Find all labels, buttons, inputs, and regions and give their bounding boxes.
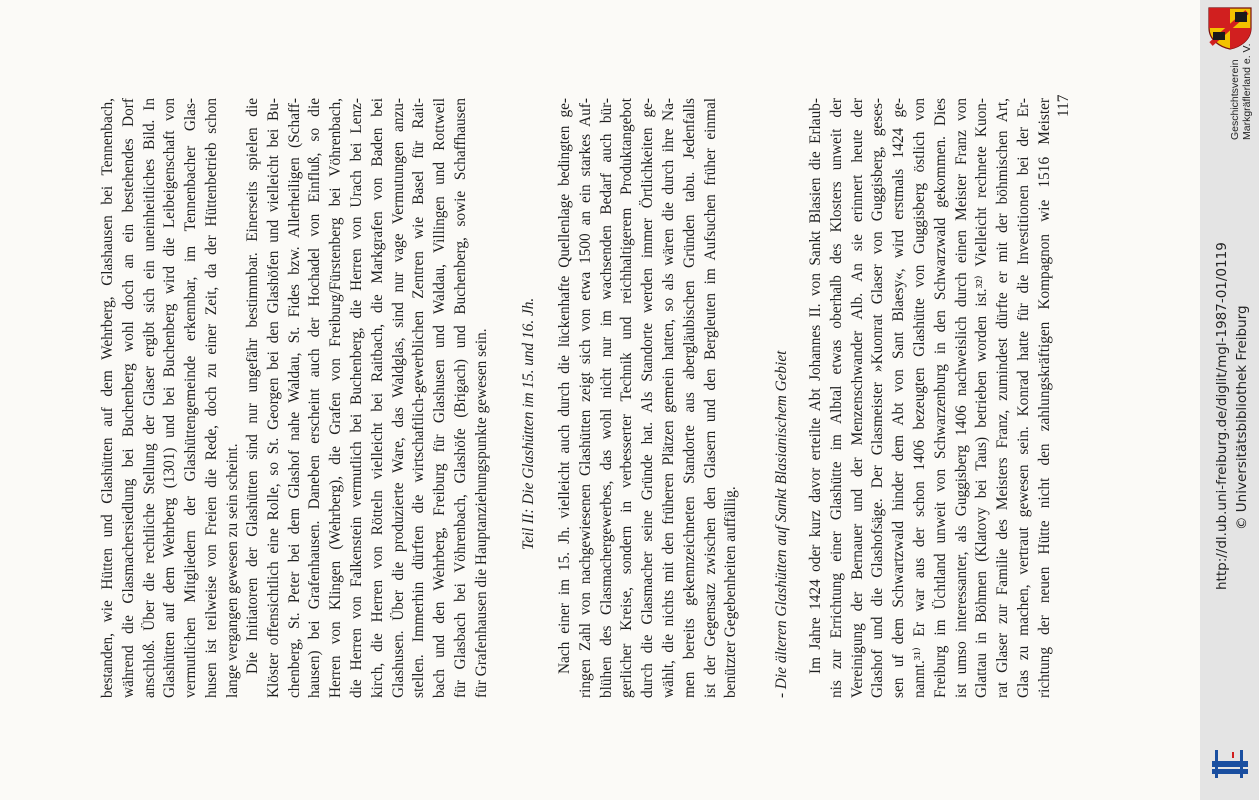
text-line: wählt, die nichts mit den früheren Plätzen gemein hatten, so als wären die durch ihre Na- <box>659 98 677 698</box>
text-line: gerlicher Kreise, sondern in verbesserter Technik und reichhaltigerem Produktangebot <box>618 98 636 698</box>
text-line: nis zur Errichtung einer Glashütte im Albtal etwas oberhalb des Klosters unweit der <box>827 98 845 698</box>
text-line: ringen Zahl von nachgewiesenen Glashütten zeigt sich von etwa 1500 an ein starkes Auf- <box>576 98 594 698</box>
text-line: Glas zu machen, vertraut gewesen sein. Konrad hatte für die Investitionen bei der Er- <box>1014 98 1032 698</box>
text-line: Die Initiatoren der Glashütten sind nur ungefähr bestimmbar. Einerseits spielen die <box>244 98 261 674</box>
text-line: chenberg, St. Peter bei dem Glashof nahe Waldau, St. Fides bzw. Allerheiligen (Schaff- <box>285 98 303 698</box>
text-line: anschloß. Über die rechtliche Stellung der Glaser ergibt sich ein uneinheitliches Bild. In <box>140 98 158 698</box>
text-line: während die Glasmachersiedlung bei Buchenberg wohl doch an ein bestehendes Dorf <box>119 98 137 698</box>
copyright-text: © Universitätsbibliothek Freiburg <box>1234 305 1250 530</box>
text-line: nannt.³¹⁾ Er war aus der schon 1406 bezeugten Glashütte von Guggisberg östlich von <box>910 98 928 698</box>
text-line: stellen. Immerhin dürften die wirtschaftlich-gewerblichen Zentren wie Basel für Rait- <box>410 98 428 698</box>
sidebar-strip <box>1200 0 1259 800</box>
text-line: Vereinigung der Bernauer und der Menzenschwander Alb. An sie erinnert heute der <box>848 98 866 698</box>
text-line: hausen) bei Grafenhausen. Daneben erscheint auch der Hochadel von Einfluß, so die <box>306 98 324 698</box>
text-line: bestanden, wie Hütten und Glashütten auf dem Wehrberg, Glashausen bei Tennenbach, <box>99 98 116 698</box>
text-line: vermutlichen Mitgliedern der Glashüttengemeinde erkennbar, im Tennenbacher Glas- <box>182 98 200 698</box>
page-number: 117 <box>1055 94 1072 117</box>
ub-freiburg-logo-icon <box>1210 748 1252 780</box>
text-line: die Herren von Falkenstein vermutlich bei Buchenberg, die Herren von Urach bei Lenz- <box>347 98 365 698</box>
text-line: blühen des Glasmachergewerbes, das wohl nicht nur im wachsenden Bedarf auch bür- <box>597 98 615 698</box>
text-line: sen uf dem Schwartzwald hinder dem Abt von Sant Blaesy«, wird erstmals 1424 ge- <box>890 98 908 698</box>
section-heading: Teil II: Die Glashütten im 15. und 16. Jh. <box>520 297 537 550</box>
text-line: Freiburg im Üchtland unweit von Schwarzenburg in den Schwarzwald gekommen. Dies <box>931 98 949 698</box>
text-line: lange vergangen gewesen zu sein scheint. <box>223 443 241 698</box>
paragraph-3 <box>555 98 742 698</box>
text-line: für Glasbach bei Vöhrenbach, Glashöfe (Brigach) und Buchenberg, sowie Schaffhausen <box>451 98 469 698</box>
text-line: ist umso interessanter, als Guggisberg 1406 nachweislich durch einen Meister Franz von <box>952 98 970 698</box>
text-line: ist der Gegensatz zwischen den Glasern und den Bergleuten im Aufsuchen früher einmal <box>701 98 719 698</box>
source-url-link[interactable]: http://dl.ub.uni-freiburg.de/diglit/mgl-1987-01/0119 <box>1214 242 1230 590</box>
text-line: Klöster offensichtlich eine Rolle, so St. Georgen bei den Glashöfen und vielleicht bei Bu- <box>264 98 282 698</box>
text-line: bach und den Wehrberg, Freiburg für Glashusen und Waldau, Villingen und Rottweil <box>431 98 449 698</box>
text-line: für Grafenhausen die Hauptanziehungspunkte gewesen sein. <box>472 328 490 698</box>
text-line: kirch, die Herren von Rötteln vielleicht bei Raitbach, die Markgrafen von Baden bei <box>368 98 386 698</box>
text-line: Glashusen. Über die produzierte Ware, das Waldglas, sind nur vage Vermutungen anzu- <box>389 98 407 698</box>
text-line: Glashof und die Glashofsäge. Der Glasmeister »Kuonrat Glaser von Guggisberg, geses- <box>869 98 887 698</box>
paragraph-2 <box>243 98 493 698</box>
text-line: Glattau in Böhmen (Klatovy bei Taus) betrieben worden ist.³²⁾ Vielleicht rechnete Kuon- <box>973 98 991 698</box>
text-line: Nach einer im 15. Jh. vielleicht auch durch die lückenhafte Quellenlage bedingten ge- <box>556 98 573 674</box>
text-line: richtung der neuen Hütte nicht den zahlungskräftigen Kompagnon wie 1516 Meister <box>1035 98 1053 698</box>
paragraph-1 <box>98 98 244 698</box>
society-name-line: Geschichtsverein <box>1229 59 1241 140</box>
text-line: rat Glaser zur Familie des Meisters Franz, zumindest dürfte er mit der böhmischen Art, <box>994 98 1012 698</box>
section-heading: - Die älteren Glashütten auf Sankt Blasianischem Gebiet <box>773 350 790 698</box>
text-line: durch die Glasmacher seine Gründe hat. Als Standorte werden immer Örtlichkeiten ge- <box>639 98 657 698</box>
text-line: Herren von Klingen (Wehrberg), die Grafen von Freiburg/Fürstenberg bei Vöhrenbach, <box>327 98 345 698</box>
coat-of-arms-icon <box>1207 6 1253 50</box>
text-line: benützter Gegebenheiten auffällig. <box>722 486 740 698</box>
text-line: Glashütten auf dem Wehrberg (1301) und bei Buchenberg wird die Leibeigenschaft von <box>161 98 179 698</box>
paragraph-4 <box>806 98 1056 698</box>
society-name <box>1229 44 1253 141</box>
text-line: husen ist teilweise von Freien die Rede, doch zu einer Zeit, da der Hüttenbetrieb schon <box>202 98 220 698</box>
sidebar-rotated-text <box>1200 0 1259 800</box>
text-line: men bereits gekennzeichneten Standorte aus abergläubischen Gründen tabu. Jedenfalls <box>680 98 698 698</box>
text-line: Im Jahre 1424 oder kurz davor erteilte Abt Johannes II. von Sankt Blasien die Erlaub- <box>807 98 824 674</box>
society-name-line: Markgräflerland e. V. <box>1241 43 1253 140</box>
